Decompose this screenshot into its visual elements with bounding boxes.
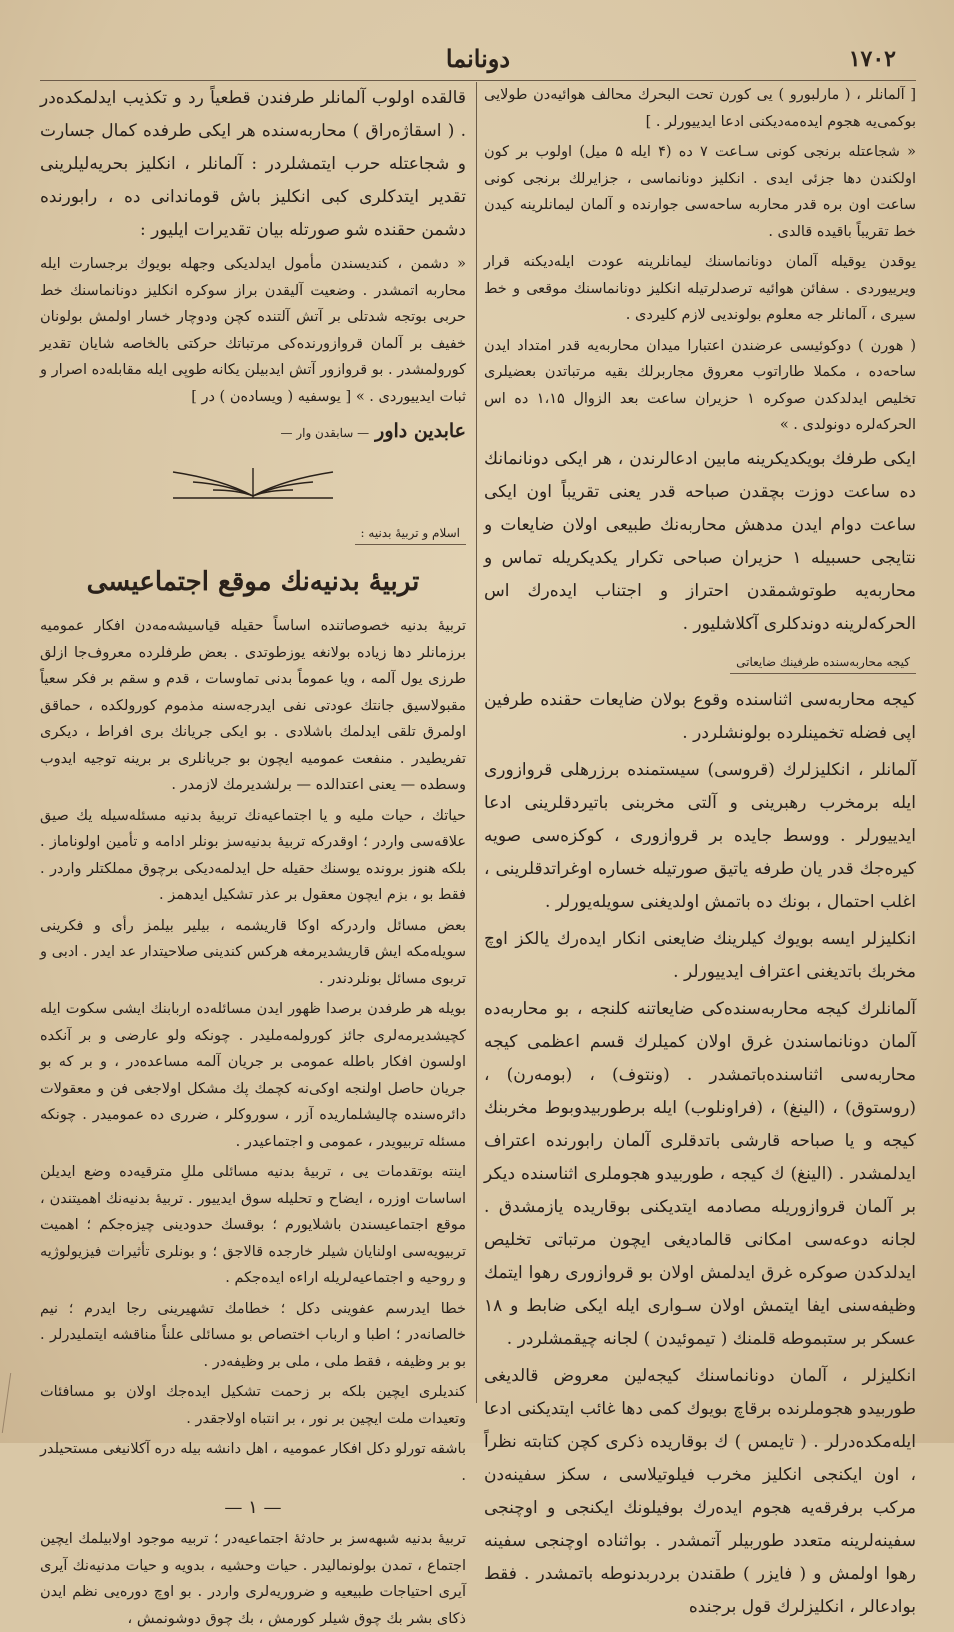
body-paragraph: ایکی طرفك بویکدیکرینه مابین ادعالرندن ، هر ایکی دونانمانك ده ساعت دوزت بچقدن صباحه قدر یعنی تقریباً اون ایکی ساعت دوام ایدن مدهش محاربه‌نك طبیعی اولان ضایعات و نتایجی حسبیله ۱ حزیران صباحی تکرار یکدیکریله تماس و محاربه‌یه طوتوشمقدن احتراز و اجتناب ایده‌رك اس الحرکه‌لرینه دوندکلری آکلاشلیور . <box>484 448 916 634</box>
report-paragraph: « شجاعتله برنجی کونی سـاعت ۷ ده (۴ ایله ۵ میل) اولوب بر کون اولکندن دها جزئی ایدی . انکلیز دونانماسی ، جزایرلك برنجی کونی ساعت اون بره قدر محاربه ساحه‌سی جوارنده و آلمان لیمانلرینه کیدن خط تقریباً باقیده قالدی . <box>484 144 916 240</box>
article-paragraph: بویله هر طرفدن برصدا ظهور ایدن مسائله‌ده اربابنك ایشی سکوت ایله کچیشدیرمه‌لری جائز کورولمه‌ملیدر . چونکه ولو عارضی و بر آنکده اولسون افکار باطله عمومی بر جریان آلمه مساعده‌در ، و بر که بو جریان حاصل اولنجه اوکی‌نه کچمك پك مشکل اولاجغی فن و معقولات دائره‌سنده چالیشلماریده آزر ، سوروکلر ، ضرری ده عمومیدر . چونکه مسئله تربیویدر ، عمومی و اجتماعیدر . <box>40 1001 466 1150</box>
page-fold-mark <box>2 1373 19 1433</box>
body-paragraph: قالقده اولوب آلمانلر طرفندن قطعیاً رد و تکذیب ایدلمکده‌در . ( اسقاژه‌راق ) محاربه‌سنده هر ایکی طرفده کمال جسارت و شجاعتله حرب ایتمشلردر : آلمانلر ، انکلیز بحریه‌لیلرینی تقدیر ایتدکلری کبی انکلیز باش قوماندانی ده ، رابورنده دشمن حقنده شو صورتله بیان تقدیرات ایلیور : <box>40 88 466 240</box>
page-header <box>40 40 916 81</box>
part-number: — ۱ — <box>224 1497 282 1518</box>
columns <box>40 82 916 1627</box>
article-title: تربیهٔ بدنیه‌نك موقع اجتماعیسی <box>86 567 420 597</box>
author-name: عابدین داور <box>375 420 466 442</box>
article-paragraph: تربیهٔ بدنیه شبهه‌سز بر حادثهٔ اجتماعیه‌در ؛ تربیه موجود اولابیلمك ایچین اجتماع ، تمدن بولونمالیدر . حیات وحشیه ، بدویه و حیات مدنیه‌نك آیری آیری احتیاجات طبیعیه و ضروریه‌لری واردر . بو اوچ دوره‌یی نظم ایدن ذکای بشر بك چوق شیلر کورمش ، بك چوق دوشونمش ، <box>40 1531 466 1627</box>
section-label: اسلام و تربیهٔ بدنیه : <box>355 522 466 545</box>
article-paragraph: اینته بوتقدمات یی ، تربیهٔ بدنیه مسائلی مللِ مترقیه‌ده وضع ایدیلن اساسات اوزره ، ایضاح و تحلیله سوق ایدییور . تربیهٔ بدنیه‌نك اهمیتندن ، موقع اجتماعیسندن باشلایورم ؛ بوقسك حدودینی چیزه‌جکم ؛ اهمیت تربیویه‌سی اولنایان شیلر خارجده قالاجق ؛ و بونلری تأثیرات فیزیولوژیه و روحیه و اجتماعیه‌لریله اراءه ایده‌جکم . <box>40 1164 466 1286</box>
article-paragraph: تربیهٔ بدنیه خصوصاتنده اساساً حقیله قیاسیشه‌مه‌دن افکار عمومیه برزمانلر دها زیاده بولانغه یوزطوتدی . بعض طرفلرده معروف‌جا ازلق طرزی یول آلمه ، ویا عموماً بدنی تماوسات ، قدم و سقم بر فکر سعیاً مقبولاسیق جانتك عودتی نفی ایدرجه‌سنه مذموم کورولکده ، حماقق اولمرق تلقی ایدلمك باشلادی . بو ایکی جریانك بری افراط ، دیکری تفریطیدر . منفعت عمومیه ایچون بو جریانلری بر برینه توجیه ایدوب وسطده — یعنی اعتدالده — برلشدیرمك لازمدر . <box>40 618 466 793</box>
report-paragraph: [ آلمانلر ، ( مارلبورو ) یی کورن تحت البحرك محالف هوائیه‌دن طولایی بوکمی‌یه هجوم ایده‌مه‌دیکنی ادعا ایدییورلر . ] <box>484 87 916 130</box>
article-paragraph: کندیلری ایچین بلکه بر زحمت تشکیل ایده‌جك اولان بو مسافئات وتعیدات ملت ایچین بر نور ، بر انتباه اولاجقدر . <box>40 1384 466 1427</box>
article-paragraph: بعض مسائل واردرکه اوکا قاریشمه ، بیلیر بیلمز رأی و فکرینی سویله‌مکه ایش قاریشدیرمغه هرکس کندینی صلاحیتدار عد ایدر . ادبی و تربوی مسائل بونلردندر . <box>40 917 466 987</box>
report-paragraph: ( هورن ) دوکوئیسی عرضندن اعتبارا میدان محاربه‌یه قدر امتداد ایدن ساحه‌ده ، مکملا طاراتوب معروق مجاربرلك بقیه مرتباتدن بعضیلری تخلیص ایدلدکدن صوکره ۱ حزیران ساعت بعد الزوال ۱،۱۵ ده اس الحرکه‌لره دونولدی . » <box>484 337 916 433</box>
right-column <box>484 82 916 1617</box>
report-paragraph: یوقدن یوقیله آلمان دونانماسنك لیمانلرینه عودت ایله‌دیکنه قرار ویرییوردی . سفائن هوائیه ترصدلرتیله انکلیز دونانماسنك موقعی و خط سیری ، آلمانلر جه معلوم بولوندیی لازم کلیردی . <box>484 254 916 323</box>
section-label: کیجه محاربه‌سنده طرفینك ضایعاتی <box>730 651 916 674</box>
article-paragraph: باشقه تورلو دکل افکار عمومیه ، اهل دانشه بیله دره آکلانیغی مستحیلدر . <box>40 1441 466 1484</box>
body-paragraph: انکلیزلر ایسه بویوك کیلرینك ضایعنی انکار ایده‌رك یالکز اوچ مخربك باتدیغنی اعتراف ایدییورلر . <box>484 928 916 982</box>
column-divider <box>476 82 477 1403</box>
body-paragraph: آلمانلر ، انکلیزلرك (قروسی) سیستمنده برزرهلی قروازوری ایله برمخرب رهبرینی و آلتی مخربنی باتیردقلرینی ادعا ایدییورلر . ووسط جایده بر قروازوری ، کوکزه‌سی صویه کیره‌جك قدر یان طرفه یاتیق صورتیله خساره اوغراتدقلرینی ، اغلب احتمال ، بونك ده باتمش اولدیغنی سویله‌یورلر . <box>484 759 916 912</box>
body-paragraph: آلمانلرك کیجه محاربه‌سنده‌کی ضایعاتنه کلنجه ، بو محاربه‌ده آلمان دونانماسندن غرق اولان کمیلرك قسم اعظمی کیجه محاربه‌سی اثناسنده‌باتمشدر . (ونتوف) ، (بومه‌رن) ، (روستوق) ، (الینغ) ، (فراونلوب) ایله برطوربیدوبوط مخربنك کیجه و یا صباحه قارشی باتدقلری آلمان رابورنده اعتراف ایدلمشدر . (الینغ) ك کیجه ، طوربیدو هجوملری اثناسنده دیکر بر آلمان قروازوریله مصادمه ایتدیکنی بوقاریده یازمشدق . لجانه دوعه‌سی امکانی قالمادیغی ایچون مرتباتی تخلیص ایدلدکدن صوکره غرق ایدلمش اولان بو قروازوری رهوا ایتمك وظیفه‌سنی ایفا ایتمش اولان سـواری ایله ایکی ضابط و ۱۸ عسکر بر ستبموطه قلمنك ( تیموئیدن ) لجانه چیقمشلردر . <box>484 998 916 1349</box>
continued-note: — سابقدن وار — <box>280 426 370 440</box>
ornament-divider <box>143 458 363 506</box>
page-number: ۱۷۰۲ <box>848 46 896 72</box>
article-paragraph: حیاتك ، حیات ملیه و یا اجتماعیه‌نك تربیهٔ بدنیه مسئله‌سیله یك صیق علاقه‌سی واردر ؛ اوقدرکه تربیهٔ بدنیه‌سز بونلر ادامه و تأمین اولوناماز . بلکه هنوز برونده یوسنك حقیله حل ایدلمه‌دیکی برچوق مملکتلر واردر . فقط بو ، بزم ایچون معقول بر عذر تشکیل ایدهمز . <box>40 807 466 903</box>
signature <box>40 414 466 450</box>
quote-paragraph: « دشمن ، کندیسندن مأمول ایدلدیکی وجهله بویوك برجسارت ایله محاربه اتمشدر . وضعیت آلیقدن براز سوکره انکلیز دونانماسنك خط حربی بوتجه شدتلی بر آتش آلتنده کچن ودوچار خسار اولمش بولونان خفیف بر آلمان قروازورنده‌کی مرتباتك حرکتی بالخاصه شایان تقدیر کورولمشدر . بو قروازور آتش ایدبیلن یکانه طوپی ایله مقابله‌ده اصرار و ثبات ایدییوردی . » [ یوسفیه ( ویساده‌ن ) در ] <box>40 256 466 405</box>
article-paragraph: خطا ایدرسم عفوینی دکل ؛ خطامك تشهیرینی رجا ایدرم ؛ نیم خالصانه‌در ؛ اطبا و ارباب اختصاص بو مسائلی علناً مناقشه ایتملیدرلر . بو بر وظیفه ، فقط ملی ، ملی بر وظیفه‌در . <box>40 1300 466 1370</box>
left-column <box>40 82 466 1627</box>
body-paragraph: انکلیزلر ، آلمان دونانماسنك کیجه‌لین معروض قالدیغی طوربیدو هجوملرنده برقاچ بویوك کمی دها غائب ایتدیکنی ادعا ایله‌مکده‌درلر . ( تایمس ) ك بوقاریده ذکری کچن کتابته نظراً ، اون ایکنجی انکلیز مخرب فیلوتیلاسی ، سکز سفینه‌دن مرکب برفرقه‌یه هجوم ایده‌رك بوفیلونك ایکنجی و اوچنجی سفینه‌لرینه متعدد طوربیلر آتمشدر . بواثناده اوچنجی سفینه رهوا اولمش و ( فایزر ) طقندن بردربدنوطه باتمشدر . فقط بوادعالر ، انکلیزلرك قول برجنده <box>484 1365 916 1617</box>
journal-title: دونانما <box>445 44 511 73</box>
body-paragraph: کیجه محاربه‌سی اثناسنده وقوع بولان ضایعات حقنده طرفین اپی فضله تخمینلرده بولونشلردر . <box>484 689 916 743</box>
